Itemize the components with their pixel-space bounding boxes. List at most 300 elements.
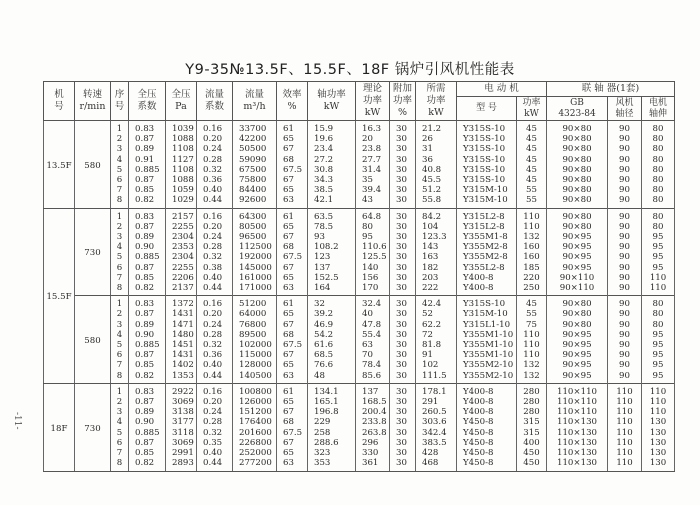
table-cell: 110×110: [547, 407, 608, 417]
table-row: [44, 263, 675, 273]
table-cell: 185: [517, 263, 547, 273]
table-cell: 67500: [233, 165, 277, 175]
table-cell: 65: [277, 397, 308, 407]
table-cell: 30: [390, 320, 416, 330]
table-cell: 30: [390, 175, 416, 185]
table-cell: 30: [390, 134, 416, 144]
table-cell: 30: [390, 165, 416, 175]
table-cell: 3138: [166, 407, 197, 417]
table-row: [44, 371, 675, 384]
table-cell: Y315S-10: [457, 165, 517, 175]
table-cell: 67: [277, 263, 308, 273]
table-cell: 5: [111, 165, 129, 175]
table-row: [44, 397, 675, 407]
table-row: [44, 330, 675, 340]
table-cell: 0.87: [129, 263, 166, 273]
table-cell: 30: [390, 155, 416, 165]
table-cell: 90: [608, 283, 642, 296]
table-cell: 23.8: [356, 144, 390, 154]
table-cell: 30: [390, 360, 416, 370]
table-cell: 90×80: [547, 175, 608, 185]
table-row: [44, 340, 675, 350]
table-cell: 95: [642, 232, 675, 242]
table-row: [44, 195, 675, 208]
table-cell: Y315S-10: [457, 296, 517, 310]
table-cell: 63.5: [308, 208, 356, 222]
table-cell: 6: [111, 350, 129, 360]
table-cell: 1431: [166, 350, 197, 360]
speed-cell: 580: [75, 296, 111, 384]
table-cell: 39.4: [356, 185, 390, 195]
table-cell: 30: [390, 273, 416, 283]
table-cell: 95: [642, 242, 675, 252]
table-cell: 90: [608, 309, 642, 319]
table-cell: 110×110: [547, 397, 608, 407]
table-cell: Y400-8: [457, 397, 517, 407]
table-cell: 145000: [233, 263, 277, 273]
table-cell: 30: [390, 383, 416, 397]
table-row: [44, 296, 675, 310]
table-cell: 31: [416, 144, 457, 154]
table-cell: 67.5: [277, 340, 308, 350]
table-cell: 229: [308, 417, 356, 427]
table-cell: 7: [111, 185, 129, 195]
table-cell: 323: [308, 448, 356, 458]
table-cell: 0.36: [197, 175, 233, 185]
machine-no-cell: 18F: [44, 383, 75, 471]
table-cell: 30: [390, 397, 416, 407]
table-cell: 1059: [166, 185, 197, 195]
table-cell: 40: [356, 309, 390, 319]
header-motor-group: 电 动 机: [457, 82, 547, 97]
table-cell: 30: [390, 438, 416, 448]
table-cell: 222: [416, 283, 457, 296]
table-cell: 0.82: [129, 371, 166, 384]
table-cell: 93: [308, 232, 356, 242]
table-cell: 90×80: [547, 165, 608, 175]
table-cell: 92600: [233, 195, 277, 208]
table-cell: 130: [642, 417, 675, 427]
table-cell: 2: [111, 222, 129, 232]
table-cell: 0.20: [197, 309, 233, 319]
table-cell: 65: [277, 273, 308, 283]
speed-cell: 730: [75, 383, 111, 471]
table-cell: 110×130: [547, 417, 608, 427]
table-cell: 0.44: [197, 283, 233, 296]
table-cell: 30: [390, 185, 416, 195]
table-cell: Y315M-10: [457, 185, 517, 195]
table-row: [44, 448, 675, 458]
table-cell: 90: [608, 330, 642, 340]
table-cell: 90: [608, 350, 642, 360]
table-cell: 291: [416, 397, 457, 407]
table-cell: 90×80: [547, 121, 608, 135]
table-cell: 8: [111, 371, 129, 384]
table-cell: 67: [277, 320, 308, 330]
table-cell: 30.8: [308, 165, 356, 175]
table-cell: 110: [642, 273, 675, 283]
table-cell: 36: [416, 155, 457, 165]
table-cell: 1039: [166, 121, 197, 135]
table-cell: Y450-8: [457, 438, 517, 448]
table-cell: 80500: [233, 222, 277, 232]
table-cell: 4: [111, 417, 129, 427]
table-cell: 39.2: [308, 309, 356, 319]
table-cell: 95: [642, 252, 675, 262]
table-cell: 0.89: [129, 232, 166, 242]
table-cell: 126000: [233, 397, 277, 407]
header-pressure-pa: 全压 Pa: [166, 82, 197, 121]
table-cell: 258: [308, 428, 356, 438]
table-cell: 130: [642, 458, 675, 471]
table-cell: Y315S-10: [457, 175, 517, 185]
table-cell: 63: [277, 283, 308, 296]
table-row: [44, 242, 675, 252]
table-row: [44, 407, 675, 417]
table-cell: 80: [642, 208, 675, 222]
table-cell: 4: [111, 330, 129, 340]
table-cell: 2304: [166, 232, 197, 242]
header-fan-shaft: 风机 轴径: [608, 97, 642, 121]
table-cell: 123.3: [416, 232, 457, 242]
table-cell: 30: [390, 340, 416, 350]
table-cell: 35: [356, 175, 390, 185]
table-cell: Y315L2-8: [457, 222, 517, 232]
table-cell: 8: [111, 283, 129, 296]
table-cell: 80: [642, 134, 675, 144]
table-cell: 0.24: [197, 407, 233, 417]
table-cell: 0.83: [129, 208, 166, 222]
table-cell: Y355M2-10: [457, 360, 517, 370]
header-speed: 转速 r/min: [75, 82, 111, 121]
table-cell: 0.20: [197, 397, 233, 407]
table-cell: 132: [517, 371, 547, 384]
table-cell: Y450-8: [457, 417, 517, 427]
table-cell: 3177: [166, 417, 197, 427]
table-cell: 110×130: [547, 438, 608, 448]
table-cell: 81.8: [416, 340, 457, 350]
table-cell: 110×130: [547, 448, 608, 458]
table-cell: 1431: [166, 309, 197, 319]
table-cell: 90: [608, 340, 642, 350]
table-cell: 90: [608, 222, 642, 232]
table-cell: 90×95: [547, 263, 608, 273]
table-cell: 3: [111, 320, 129, 330]
table-cell: 1353: [166, 371, 197, 384]
table-cell: 19.6: [308, 134, 356, 144]
table-cell: 30: [390, 232, 416, 242]
table-cell: 30: [390, 242, 416, 252]
table-cell: 102: [416, 360, 457, 370]
table-cell: 90: [608, 185, 642, 195]
table-cell: 61.6: [308, 340, 356, 350]
table-cell: 90: [608, 232, 642, 242]
table-cell: Y315S-10: [457, 134, 517, 144]
table-cell: 233.8: [356, 417, 390, 427]
table-cell: 182: [416, 263, 457, 273]
table-cell: 96500: [233, 232, 277, 242]
table-cell: 0.87: [129, 397, 166, 407]
table-cell: 6: [111, 175, 129, 185]
table-cell: 84400: [233, 185, 277, 195]
table-cell: 0.40: [197, 273, 233, 283]
table-cell: 91: [416, 350, 457, 360]
table-cell: 342.4: [416, 428, 457, 438]
table-cell: 163: [416, 252, 457, 262]
table-cell: 15.9: [308, 121, 356, 135]
table-cell: Y315S-10: [457, 155, 517, 165]
table-cell: 67: [277, 232, 308, 242]
table-cell: 90×95: [547, 330, 608, 340]
table-cell: Y355M1-8: [457, 232, 517, 242]
table-cell: 55: [517, 195, 547, 208]
table-cell: 176400: [233, 417, 277, 427]
table-cell: 0.90: [129, 417, 166, 427]
table-cell: 85.6: [356, 371, 390, 384]
table-cell: 288.6: [308, 438, 356, 448]
table-cell: 27.2: [308, 155, 356, 165]
table-cell: 1: [111, 296, 129, 310]
header-coupling-gb: GB 4323-84: [547, 97, 608, 121]
table-cell: 45: [517, 165, 547, 175]
table-cell: 47.8: [356, 320, 390, 330]
table-cell: 160: [517, 242, 547, 252]
table-cell: 0.35: [197, 438, 233, 448]
header-extra-power: 附加 功率 %: [390, 82, 416, 121]
table-cell: 21.2: [416, 121, 457, 135]
table-cell: 0.87: [129, 175, 166, 185]
table-cell: 90×80: [547, 309, 608, 319]
table-cell: 95: [642, 360, 675, 370]
table-row: [44, 273, 675, 283]
table-cell: Y400-8: [457, 283, 517, 296]
table-cell: 164: [308, 283, 356, 296]
table-cell: 7: [111, 273, 129, 283]
table-cell: 0.24: [197, 144, 233, 154]
header-motor-power: 功率 kW: [517, 97, 547, 121]
table-cell: 128000: [233, 360, 277, 370]
table-cell: 45.5: [416, 175, 457, 185]
table-cell: 80: [642, 175, 675, 185]
table-cell: 0.40: [197, 360, 233, 370]
table-cell: 110: [642, 407, 675, 417]
table-cell: 67: [277, 407, 308, 417]
table-cell: 170: [356, 283, 390, 296]
table-cell: 95: [642, 330, 675, 340]
table-cell: 102000: [233, 340, 277, 350]
table-cell: 68.5: [308, 350, 356, 360]
table-cell: 80: [642, 296, 675, 310]
table-cell: 30: [390, 428, 416, 438]
table-cell: 2137: [166, 283, 197, 296]
table-cell: 4: [111, 242, 129, 252]
table-cell: 65: [277, 185, 308, 195]
table-cell: 55.8: [416, 195, 457, 208]
table-cell: Y355M2-8: [457, 252, 517, 262]
table-cell: 95: [356, 232, 390, 242]
table-cell: 59090: [233, 155, 277, 165]
table-cell: 32.4: [356, 296, 390, 310]
table-cell: 1: [111, 208, 129, 222]
table-cell: 112500: [233, 242, 277, 252]
table-cell: 2: [111, 397, 129, 407]
table-cell: 110: [608, 383, 642, 397]
table-cell: 315: [517, 428, 547, 438]
table-cell: 0.24: [197, 232, 233, 242]
table-cell: 65: [277, 309, 308, 319]
table-cell: 27.7: [356, 155, 390, 165]
table-cell: 0.82: [129, 458, 166, 471]
table-cell: 0.16: [197, 383, 233, 397]
table-cell: 90: [608, 296, 642, 310]
table-cell: 137: [356, 383, 390, 397]
document-title: Y9-35№13.5F、15.5F、18F 锅炉引风机性能表: [185, 62, 515, 78]
table-cell: 30: [390, 263, 416, 273]
table-cell: 90×80: [547, 222, 608, 232]
header-required-power: 所需 功率 kW: [416, 82, 457, 121]
table-cell: Y355L2-8: [457, 263, 517, 273]
table-cell: 30: [390, 296, 416, 310]
table-cell: 1108: [166, 144, 197, 154]
table-cell: 468: [416, 458, 457, 471]
table-cell: 67: [277, 350, 308, 360]
table-row: [44, 360, 675, 370]
table-cell: Y400-8: [457, 407, 517, 417]
table-cell: 330: [356, 448, 390, 458]
table-cell: 263.8: [356, 428, 390, 438]
table-cell: 30: [390, 350, 416, 360]
table-cell: 64300: [233, 208, 277, 222]
table-cell: 90×95: [547, 340, 608, 350]
table-cell: 31.4: [356, 165, 390, 175]
table-cell: 40.8: [416, 165, 457, 175]
table-cell: 45: [517, 134, 547, 144]
header-theory-power: 理论 功率 kW: [356, 82, 390, 121]
table-cell: 42200: [233, 134, 277, 144]
table-cell: 0.87: [129, 134, 166, 144]
table-row: [44, 320, 675, 330]
table-cell: 26: [416, 134, 457, 144]
table-cell: 80: [642, 165, 675, 175]
table-cell: 315: [517, 417, 547, 427]
table-cell: 2991: [166, 448, 197, 458]
table-cell: 110: [517, 222, 547, 232]
table-cell: 400: [517, 438, 547, 448]
table-cell: 65: [277, 134, 308, 144]
table-cell: 8: [111, 195, 129, 208]
table-row: [44, 222, 675, 232]
table-cell: 1: [111, 121, 129, 135]
table-cell: 111.5: [416, 371, 457, 384]
table-cell: 63: [277, 195, 308, 208]
table-cell: 42.4: [416, 296, 457, 310]
table-cell: 0.28: [197, 242, 233, 252]
table-cell: 140: [356, 263, 390, 273]
table-cell: 2: [111, 309, 129, 319]
table-cell: 34.3: [308, 175, 356, 185]
table-cell: 303.6: [416, 417, 457, 427]
table-cell: 3: [111, 407, 129, 417]
table-cell: 450: [517, 448, 547, 458]
table-cell: 2922: [166, 383, 197, 397]
table-cell: 140500: [233, 371, 277, 384]
table-cell: 226800: [233, 438, 277, 448]
table-cell: 90: [608, 273, 642, 283]
table-row: [44, 252, 675, 262]
table-cell: 51200: [233, 296, 277, 310]
table-cell: 90: [608, 208, 642, 222]
table-cell: 90×95: [547, 252, 608, 262]
header-coupling-group: 联 轴 器(1套): [547, 82, 675, 97]
table-cell: 30: [390, 417, 416, 427]
performance-table: [43, 81, 675, 472]
table-cell: 67: [277, 438, 308, 448]
table-row: [44, 121, 675, 135]
table-cell: 0.20: [197, 134, 233, 144]
table-row: [44, 232, 675, 242]
table-cell: 90: [608, 121, 642, 135]
table-cell: 171000: [233, 283, 277, 296]
table-row: [44, 134, 675, 144]
table-cell: Y315L2-8: [457, 208, 517, 222]
table-row: [44, 144, 675, 154]
table-cell: 203: [416, 273, 457, 283]
table-cell: 151200: [233, 407, 277, 417]
speed-cell: 580: [75, 121, 111, 209]
table-cell: 196.8: [308, 407, 356, 417]
table-cell: 95: [642, 340, 675, 350]
table-cell: 0.40: [197, 185, 233, 195]
table-cell: 30: [390, 121, 416, 135]
table-cell: 110: [517, 350, 547, 360]
table-cell: 260.5: [416, 407, 457, 417]
table-cell: Y315M-10: [457, 309, 517, 319]
table-cell: 125.5: [356, 252, 390, 262]
machine-no-cell: 15.5F: [44, 208, 75, 383]
table-cell: 63: [356, 340, 390, 350]
table-cell: 280: [517, 407, 547, 417]
table-cell: 0.16: [197, 208, 233, 222]
table-cell: 68: [277, 155, 308, 165]
table-cell: 80: [356, 222, 390, 232]
table-cell: 55: [517, 309, 547, 319]
header-motor-shaft: 电机 轴伸: [642, 97, 675, 121]
table-cell: 137: [308, 263, 356, 273]
table-cell: 1127: [166, 155, 197, 165]
table-cell: 80: [642, 195, 675, 208]
table-cell: 1108: [166, 165, 197, 175]
table-cell: 45: [517, 296, 547, 310]
table-cell: 72: [416, 330, 457, 340]
table-cell: 20: [356, 134, 390, 144]
table-cell: 90×80: [547, 320, 608, 330]
table-cell: 201600: [233, 428, 277, 438]
table-cell: 5: [111, 340, 129, 350]
table-cell: 7: [111, 448, 129, 458]
table-cell: 0.89: [129, 144, 166, 154]
table-row: [44, 185, 675, 195]
table-cell: 68: [277, 330, 308, 340]
table-cell: 55: [517, 185, 547, 195]
table-cell: 0.16: [197, 296, 233, 310]
table-cell: 90×80: [547, 185, 608, 195]
table-cell: 0.90: [129, 242, 166, 252]
table-cell: 110: [642, 383, 675, 397]
table-cell: 1: [111, 383, 129, 397]
table-cell: 67: [277, 144, 308, 154]
table-cell: 90: [608, 360, 642, 370]
table-cell: 2304: [166, 252, 197, 262]
